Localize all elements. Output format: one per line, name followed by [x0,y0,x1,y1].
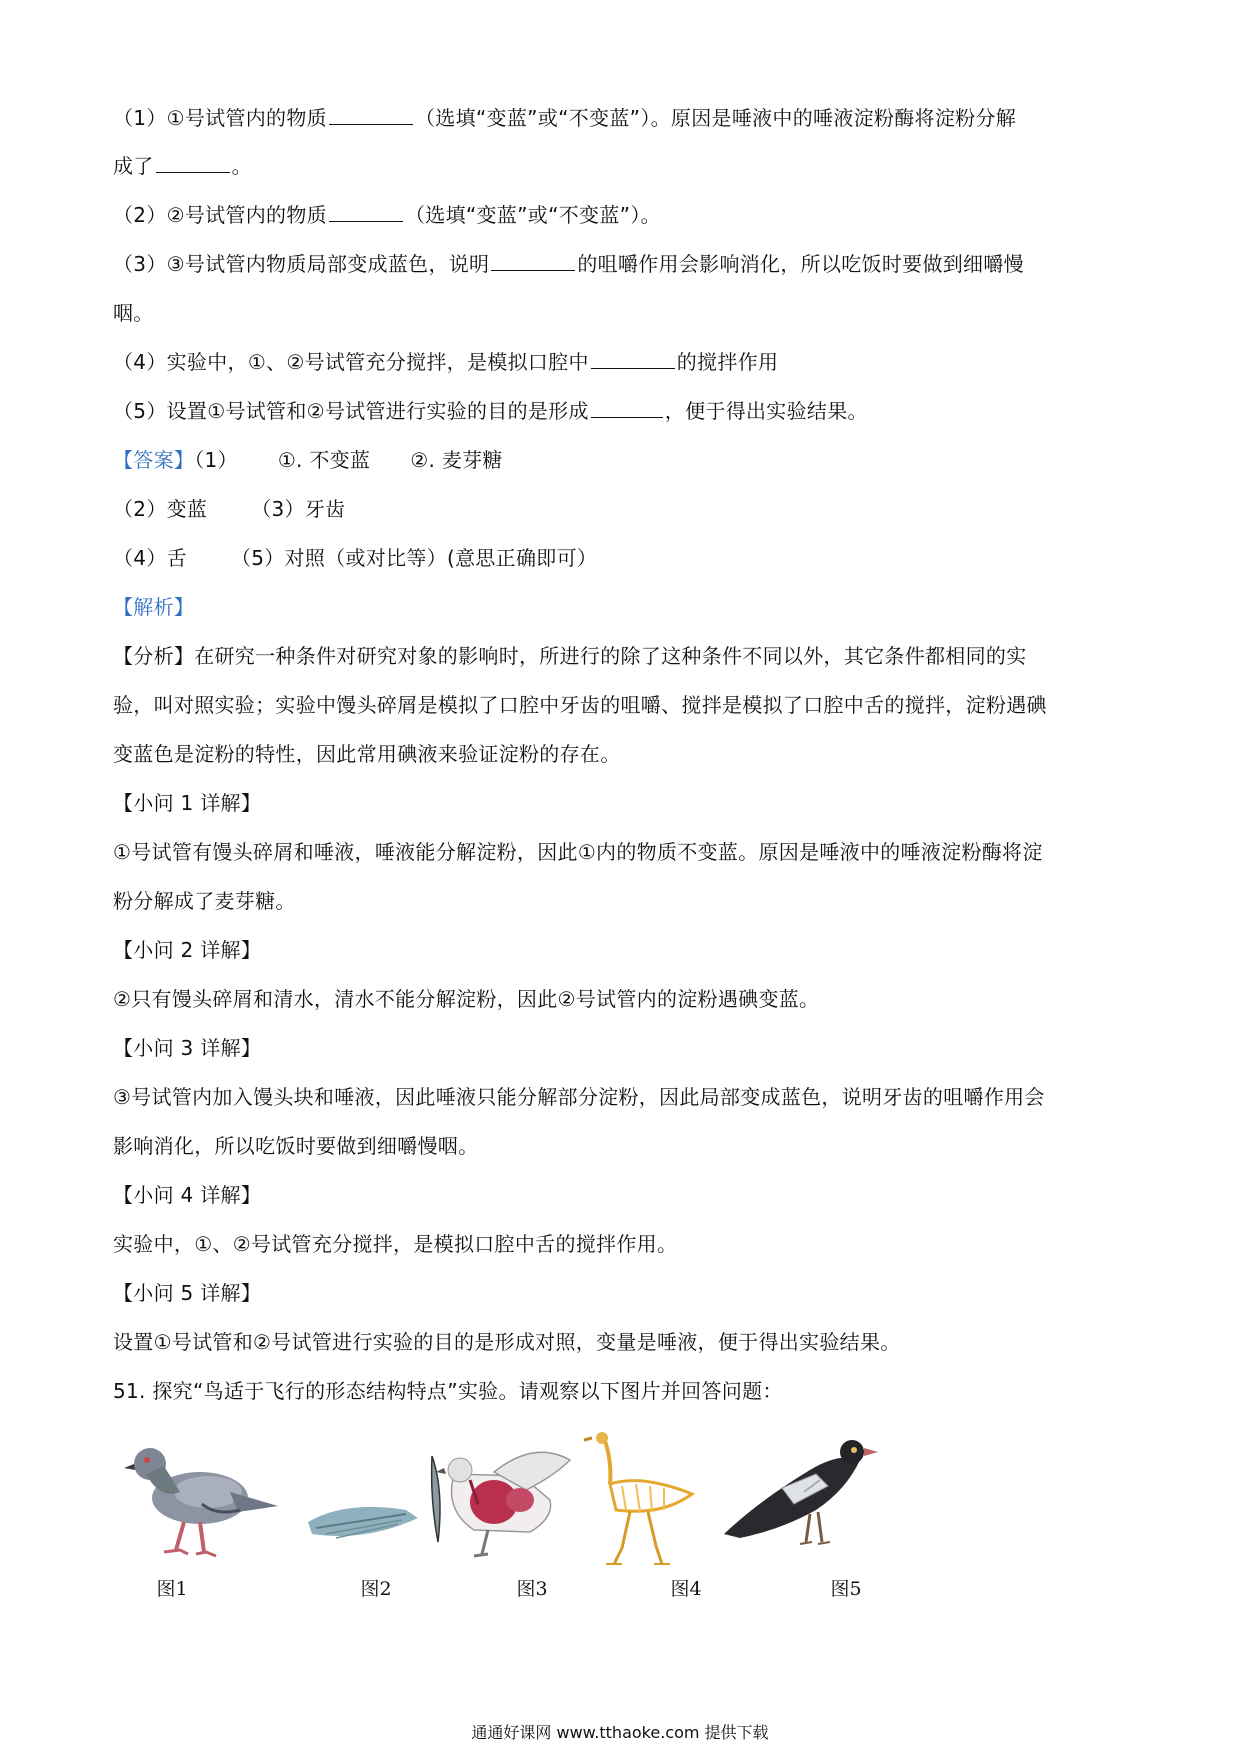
answer-blank-1 [329,104,413,125]
figure-4-label: 图4 [670,1578,702,1600]
q2-text-b: （选填“变蓝”或“不变蓝”）。 [404,203,661,227]
sub-question-4-heading: 【小问 4 详解】 [113,1183,262,1207]
answer-tag: 【答案】 [113,448,195,472]
analysis-tag: 【解析】 [113,595,195,619]
bird-figures [120,1430,1000,1610]
analysis-paragraph-line-2: 验，叫对照实验；实验中馒头碎屑是模拟了口腔中牙齿的咀嚼、搅拌是模拟了口腔中舌的搅拌，淀粉遇碘 [113,693,1047,717]
sub-question-1-heading: 【小问 1 详解】 [113,791,262,815]
question-51-prompt: 51. 探究“鸟适于飞行的形态结构特点”实验。请观察以下图片并回答问题： [113,1379,783,1403]
answer-4: （4）舌 [113,546,187,570]
answer-blank-6 [591,397,663,418]
q3-text-b: 的咀嚼作用会影响消化，所以吃饭时要做到细嚼慢 [577,252,1024,276]
sub-question-2-heading: 【小问 2 详解】 [113,938,262,962]
question-3-line-2 [113,299,154,327]
answer-blank-2 [156,152,230,173]
q1-text-c: 成了 [113,154,154,178]
answer-2: （2）变蓝 [113,497,208,521]
figure-4-skeleton [582,1430,722,1570]
q1-text-b: （选填“变蓝”或“不变蓝”）。原因是唾液中的唾液淀粉酶将淀粉分解 [414,106,1017,130]
q1-text-a: （1）①号试管内的物质 [113,106,327,130]
answer-blank-4 [491,250,575,271]
q3-text-a: （3）③号试管内物质局部变成蓝色，说明 [113,252,490,276]
question-4-line [113,348,778,376]
question-5-line [113,397,868,425]
question-1-line-2 [113,152,252,180]
figure-5-label: 图5 [830,1578,862,1600]
question-1-line-1 [113,104,1016,132]
q5-text-a: （5）设置①号试管和②号试管进行实验的目的是形成 [113,399,589,423]
q1-text-d: 。 [231,154,252,178]
analysis-paragraph-line-1: 【分析】在研究一种条件对研究对象的影响时，所进行的除了这种条件不同以外，其它条件都相同的实 [113,644,1027,668]
answer-line-1 [113,446,503,474]
q4-text-a: （4）实验中，①、②号试管充分搅拌，是模拟口腔中 [113,350,589,374]
answer-1-part-2: ②. 麦芽糖 [410,448,503,472]
figure-3-air-sacs [434,1430,574,1570]
figure-2-label: 图2 [360,1578,392,1600]
q5-text-b: ，便于得出实验结果。 [664,399,868,423]
answer-blank-3 [329,201,403,222]
answer-line-3 [113,544,597,572]
sub-question-1-detail-line-1: ①号试管有馒头碎屑和唾液，唾液能分解淀粉，因此①内的物质不变蓝。原因是唾液中的唾液淀粉酶将淀 [113,840,1043,864]
figure-5-bird-bones [720,1430,880,1570]
q2-text-a: （2）②号试管内的物质 [113,203,327,227]
figure-1-pigeon [120,1430,280,1570]
question-3-line-1 [113,250,1024,278]
sub-question-3-detail-line-2: 影响消化，所以吃饭时要做到细嚼慢咽。 [113,1134,479,1158]
sub-question-3-heading: 【小问 3 详解】 [113,1036,262,1060]
answer-1-part-1: ①. 不变蓝 [277,448,371,472]
answer-line-2 [113,495,345,523]
figure-1-label: 图1 [156,1578,188,1600]
answer-5: （5）对照（或对比等）(意思正确即可） [230,546,598,570]
answer-blank-5 [591,348,675,369]
sub-question-4-detail: 实验中，①、②号试管充分搅拌，是模拟口腔中舌的搅拌作用。 [113,1232,678,1256]
q4-text-b: 的搅拌作用 [676,350,779,374]
answer-3: （3）牙齿 [251,497,346,521]
sub-question-5-detail: 设置①号试管和②号试管进行实验的目的是形成对照，变量是唾液，便于得出实验结果。 [113,1330,901,1354]
sub-question-5-heading: 【小问 5 详解】 [113,1281,262,1305]
q3-text-c: 咽。 [113,301,154,325]
question-2-line [113,201,661,229]
sub-question-2-detail: ②只有馒头碎屑和清水，清水不能分解淀粉，因此②号试管内的淀粉遇碘变蓝。 [113,987,820,1011]
analysis-paragraph-line-3: 变蓝色是淀粉的特性，因此常用碘液来验证淀粉的存在。 [113,742,621,766]
figure-3-label: 图3 [516,1578,548,1600]
answer-1-label: （1） [194,448,238,472]
sub-question-3-detail-line-1: ③号试管内加入馒头块和唾液，因此唾液只能分解部分淀粉，因此局部变成蓝色，说明牙齿的咀嚼作用会 [113,1085,1045,1109]
page-footer: 通通好课网 www.tthaoke.com 提供下载 [471,1723,769,1742]
sub-question-1-detail-line-2: 粉分解成了麦芽糖。 [113,889,296,913]
